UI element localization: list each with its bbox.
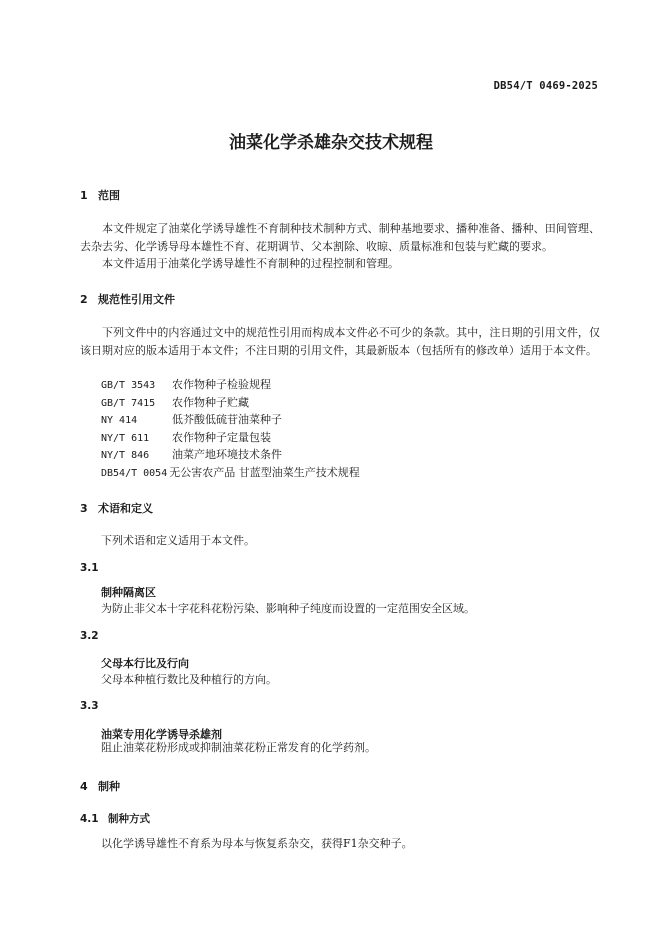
reference-code: NY/T 846: [101, 450, 150, 461]
reference-item: [101, 446, 360, 464]
section-title: 规范性引用文件: [98, 293, 175, 306]
reference-item: [101, 394, 360, 412]
term-definition: 父母本种植行数比及种植行的方向。: [101, 673, 277, 686]
reference-name: 农作物种子检验规程: [172, 378, 271, 391]
term-number: 3.1: [80, 562, 99, 574]
section-1-heading: [80, 187, 120, 203]
reference-code: GB/T 7415: [101, 397, 156, 409]
reference-item: [101, 376, 360, 394]
section-4-heading: [80, 778, 120, 794]
paragraph: 下列文件中的内容通过文中的规范性引用而构成本文件必不可少的条款。其中，注日期的引用文件，仅该日期对应的版本适用于本文件；不注日期的引用文件，其最新版本（包括所有的修改单）适用于本文件。: [80, 326, 600, 357]
reference-code: DB54/T 0054: [101, 467, 168, 479]
paragraph: 本文件规定了油菜化学诱导雄性不育制种技术制种方式、制种基地要求、播种准备、播种、田间管理、去杂去劣、化学诱导母本雄性不育、花期调节、父本割除、收晾、质量标准和包装与贮藏的要求。: [80, 222, 600, 253]
section-title: 制种: [98, 780, 120, 793]
document-number: DB54/T 0469-2025: [493, 80, 598, 92]
reference-name: 农作物种子贮藏: [172, 395, 249, 409]
term-name: 油菜专用化学诱导杀雄剂: [101, 728, 222, 741]
reference-item: [101, 429, 360, 447]
subsection-4-1-heading: [80, 811, 150, 826]
reference-name: 农作物种子定量包装: [172, 430, 271, 444]
term-number: 3.3: [80, 700, 99, 712]
subsection-4-1-text: 以化学诱导雄性不育系为母本与恢复系杂交，获得F1杂交种子。: [101, 837, 413, 850]
term-definition: 阻止油菜花粉形成或抑制油菜花粉正常发育的化学药剂。: [101, 741, 376, 754]
section-number: 2: [80, 293, 88, 306]
reference-code: NY/T 611: [101, 432, 150, 444]
reference-name: 无公害农产品 甘蓝型油菜生产技术规程: [169, 465, 360, 479]
reference-code: NY 414: [101, 415, 138, 426]
section-number: 3: [80, 502, 88, 515]
term-definition: 为防止非父本十字花科花粉污染、影响种子纯度而设置的一定范围安全区域。: [101, 602, 475, 615]
section-title: 范围: [98, 189, 120, 202]
section-1-body: [80, 220, 600, 273]
reference-item: [101, 464, 360, 482]
reference-name: 低芥酸低硫苷油菜种子: [172, 413, 282, 426]
reference-item: [101, 411, 360, 429]
term-name: 制种隔离区: [101, 586, 156, 599]
reference-code: GB/T 3543: [101, 380, 156, 391]
section-number: 4: [80, 780, 88, 793]
section-number: 1: [80, 189, 88, 202]
section-title: 术语和定义: [98, 502, 153, 515]
paragraph: 本文件适用于油菜化学诱导雄性不育制种的过程控制和管理。: [102, 257, 399, 270]
section-3-intro: 下列术语和定义适用于本文件。: [101, 534, 255, 547]
subsection-number: 4.1: [80, 813, 99, 825]
reference-name: 油菜产地环境技术条件: [172, 448, 282, 461]
term-name: 父母本行比及行向: [101, 657, 189, 670]
section-3-heading: [80, 500, 153, 516]
document-title: 油菜化学杀雄杂交技术规程: [229, 133, 433, 153]
normative-reference-list: [101, 376, 360, 481]
subsection-title: 制种方式: [108, 813, 150, 825]
section-2-intro: [80, 324, 600, 359]
section-2-heading: [80, 291, 175, 307]
term-number: 3.2: [80, 630, 99, 642]
